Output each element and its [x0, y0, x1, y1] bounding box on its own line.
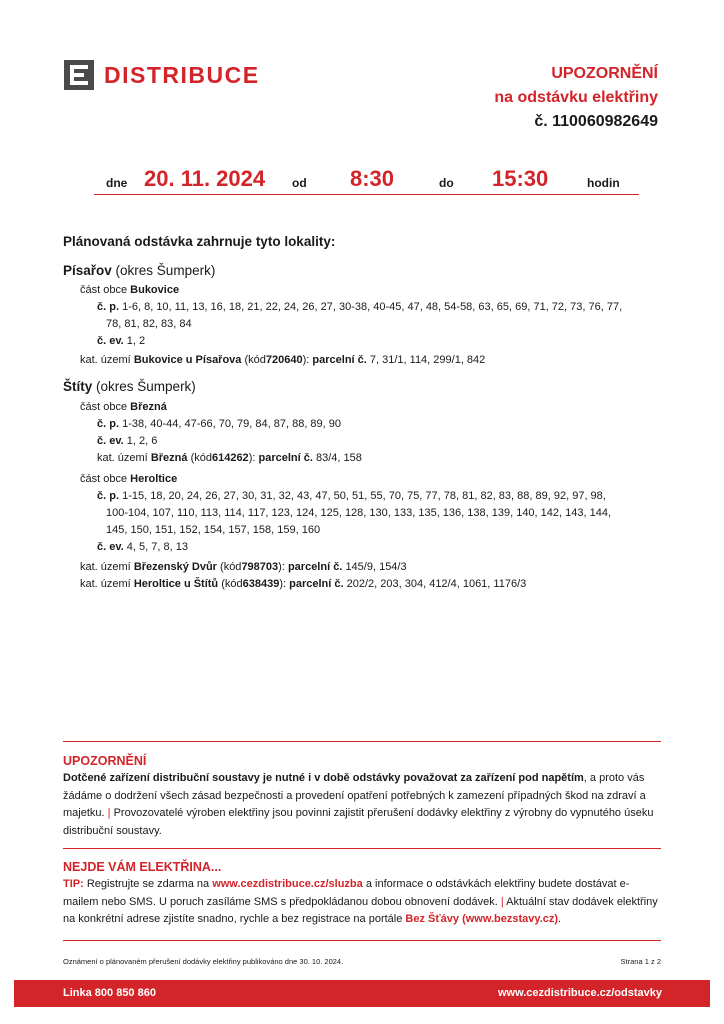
parc-label: parcelní č.	[287, 561, 343, 573]
notice-number: č. 110060982649	[534, 113, 658, 130]
parc-label: parcelní č.	[312, 354, 367, 366]
tip-end: .	[558, 913, 562, 925]
dne-label: dne	[106, 176, 128, 190]
kat-prefix: kat. území	[80, 354, 131, 366]
cp-values: 1-38, 40-44, 47-66, 70, 79, 84, 87, 88, 89, 90	[122, 418, 342, 430]
part-prefix: část obce	[80, 401, 128, 413]
cp-list-cont: 100-104, 107, 110, 113, 114, 117, 123, 124, 125, 128, 130, 133, 135, 136, 138, 139, 140, 142, 143, 144,	[106, 507, 612, 519]
cp-list	[97, 417, 341, 432]
ev-label: č. ev.	[97, 435, 124, 447]
kod-suffix: ):	[248, 452, 256, 464]
hotline: Linka 800 850 860	[63, 987, 156, 999]
locality-pisarov	[63, 263, 215, 278]
do-label: do	[439, 176, 454, 190]
notice-heading	[494, 62, 658, 134]
part-heroltice	[80, 472, 177, 487]
kod-value: 720640	[265, 354, 303, 366]
od-label: od	[292, 176, 307, 190]
locality-district: (okres Šumperk)	[96, 379, 196, 394]
locality-name: Písařov	[63, 263, 112, 278]
cadastre-brezna	[97, 451, 362, 466]
cp-values: 1-15, 18, 20, 24, 26, 27, 30, 31, 32, 43, 47, 50, 51, 55, 70, 75, 77, 78, 81, 82, 83, 88, 89, 92, 97, 98,	[122, 490, 606, 502]
kod-suffix: ):	[278, 561, 285, 573]
cez-logo-icon	[64, 60, 94, 90]
brand-name: DISTRIBUCE	[104, 61, 260, 88]
ev-label: č. ev.	[97, 541, 124, 553]
parc-label: parcelní č.	[258, 452, 313, 464]
published-note: Oznámení o plánovaném přerušení dodávky elektřiny publikováno dne 30. 10. 2024.	[63, 957, 344, 966]
warning-bold: Dotčené zařízení distribuční soustavy je nutné i v době odstávky považovat za zařízení pod napětím	[63, 772, 584, 784]
notice-subtitle: na odstávku elektřiny	[494, 89, 658, 106]
ev-list	[97, 540, 188, 555]
kod-value: 638439	[242, 578, 280, 590]
tip-text3: Aktuální stav dodávek elektřiny na konkrétní adrese zjistíte snadno, rychle a bez registrace na portále	[63, 895, 658, 925]
separator: |	[107, 807, 111, 819]
bezstavy-link[interactable]: (www.bezstavy.cz)	[462, 913, 559, 925]
footer-url[interactable]: www.cezdistribuce.cz/odstavky	[497, 987, 662, 999]
cp-list-cont: 145, 150, 151, 152, 154, 157, 158, 159, 160	[106, 524, 321, 536]
kod-value: 798703	[241, 561, 279, 573]
tip-label: TIP:	[63, 878, 84, 890]
cadastre-brezensky-dvur	[80, 560, 407, 575]
kat-name: Heroltice u Štítů	[133, 578, 219, 590]
warning-text	[63, 770, 663, 840]
tip-text2: a informace o odstávkách elektřiny budete dostávat e-mailem nebo SMS. U poruch zasíláme SMS s předpokládanou dobou obnovení dodávek.	[63, 878, 630, 908]
kod-prefix: (kód	[220, 561, 242, 573]
parc-label: parcelní č.	[289, 578, 344, 590]
company-logo	[64, 60, 260, 90]
kod-suffix: ):	[302, 354, 310, 366]
to-time: 15:30	[492, 166, 549, 191]
localities-intro: Plánovaná odstávka zahrnuje tyto lokality:	[63, 234, 336, 249]
divider	[63, 940, 661, 941]
cp-list-cont: 78, 81, 82, 83, 84	[106, 318, 192, 330]
tip-title: NEJDE VÁM ELEKTŘINA...	[63, 860, 222, 874]
kat-name: Březenský Dvůr	[133, 561, 217, 573]
kod-prefix: (kód	[221, 578, 243, 590]
part-bukovice	[80, 283, 179, 298]
hodin-label: hodin	[587, 176, 620, 190]
cadastre-bukovice	[80, 353, 485, 368]
part-name: Březná	[130, 401, 167, 413]
kat-prefix: kat. území	[80, 578, 131, 590]
kat-name: Bukovice u Písařova	[133, 354, 242, 366]
outage-dateline	[94, 166, 639, 195]
ev-label: č. ev.	[97, 335, 124, 347]
part-brezna	[80, 400, 167, 415]
ev-values: 1, 2	[126, 335, 146, 347]
cp-label: č. p.	[97, 418, 120, 430]
locality-district: (okres Šumperk)	[115, 263, 216, 278]
ev-values: 1, 2, 6	[126, 435, 158, 447]
warning-text1: , a proto vás žádáme o dodržení všech zásad bezpečnosti a provedení opatření potřebných k zamezení případných škod na zdraví a majetku.	[63, 772, 646, 819]
cp-list	[97, 300, 622, 315]
parc-values: 202/2, 203, 304, 412/4, 1061, 1176/3	[346, 578, 527, 590]
tip-text	[63, 876, 663, 929]
cadastre-heroltice	[80, 577, 526, 592]
kat-prefix: kat. území	[80, 561, 131, 573]
warning-title: UPOZORNĚNÍ	[63, 754, 147, 768]
parc-values: 145/9, 154/3	[345, 561, 407, 573]
from-time: 8:30	[350, 166, 395, 191]
outage-date: 20. 11. 2024	[144, 166, 266, 191]
divider	[63, 848, 661, 849]
kat-prefix: kat. území	[97, 452, 148, 464]
kod-prefix: (kód	[190, 452, 212, 464]
cp-values: 1-6, 8, 10, 11, 13, 16, 18, 21, 22, 24, 26, 27, 30-38, 40-45, 47, 48, 54-58, 63, 65, 69, 71, 72, 73, 76, 77,	[122, 301, 623, 313]
portal-name[interactable]: Bez Šťávy	[405, 913, 459, 925]
kod-suffix: ):	[279, 578, 287, 590]
parc-values: 83/4, 158	[315, 452, 362, 464]
ev-values: 4, 5, 7, 8, 13	[126, 541, 188, 553]
kod-value: 614262	[211, 452, 249, 464]
parc-values: 7, 31/1, 114, 299/1, 842	[369, 354, 486, 366]
registration-link[interactable]: www.cezdistribuce.cz/sluzba	[212, 878, 363, 890]
part-prefix: část obce	[80, 284, 128, 296]
cp-list	[97, 489, 606, 504]
part-name: Heroltice	[130, 473, 178, 485]
separator: |	[500, 895, 504, 908]
notice-title: UPOZORNĚNÍ	[551, 65, 658, 82]
locality-name: Štíty	[63, 379, 93, 394]
kat-name: Březná	[150, 452, 188, 464]
divider	[63, 741, 661, 742]
ev-list	[97, 434, 157, 449]
part-name: Bukovice	[130, 284, 180, 296]
part-prefix: část obce	[80, 473, 128, 485]
cp-label: č. p.	[97, 490, 120, 502]
page-number: Strana 1 z 2	[620, 957, 661, 966]
locality-stity	[63, 379, 196, 394]
cp-label: č. p.	[97, 301, 120, 313]
tip-text1: Registrujte se zdarma na	[86, 878, 210, 890]
footer-bar	[14, 980, 710, 1007]
kod-prefix: (kód	[244, 354, 266, 366]
warning-text2: Provozovatelé výroben elektřiny jsou povinni zajistit přerušení dodávky elektřiny z výrobny do vypnutého úseku distribuční soustavy.	[63, 807, 654, 837]
ev-list	[97, 334, 145, 349]
